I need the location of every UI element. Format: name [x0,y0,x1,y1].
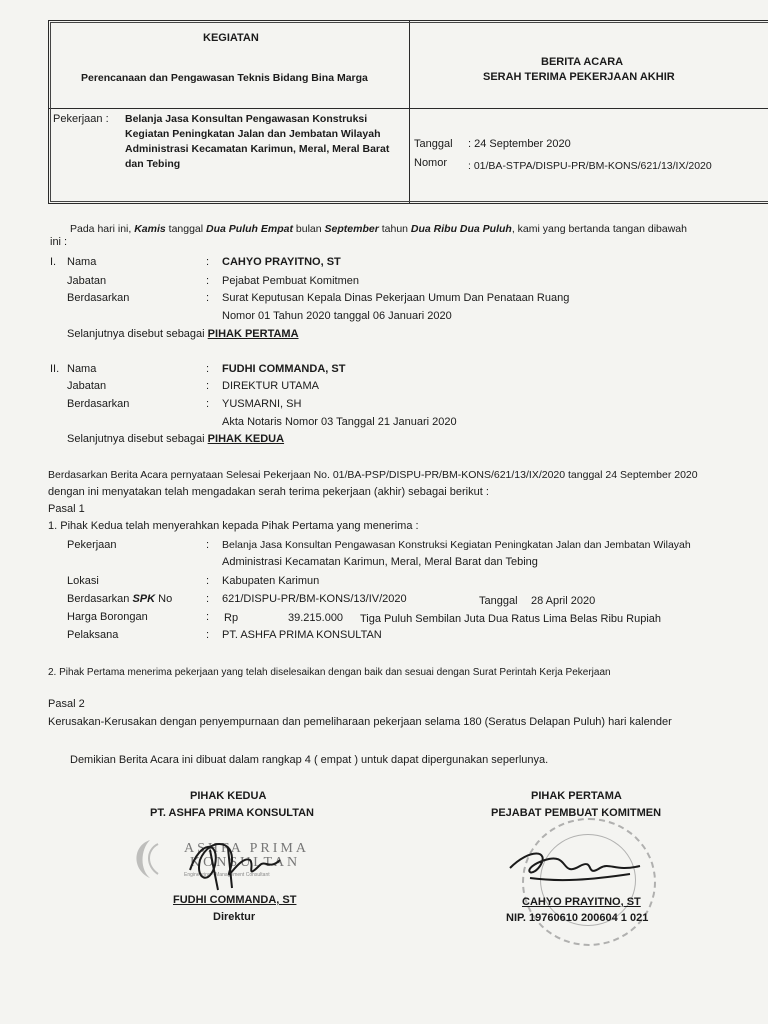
party1-nama: CAHYO PRAYITNO, ST [222,256,341,268]
pasal1-lokasi-colon: : [206,575,210,587]
intro-month: September [324,223,379,235]
sign-right-org: PEJABAT PEMBUAT KOMITMEN [491,807,662,819]
header-left-title: KEGIATAN [203,32,259,44]
pasal1-spk-tanggal: 28 April 2020 [531,595,596,607]
pasal1-spk-label-1: Berdasarkan [67,593,130,605]
party1-disebut [67,328,299,340]
pasal2-title: Pasal 2 [48,698,85,710]
stamp-company-line3: Engineering · Management Consultant [184,872,270,878]
intro-text-5: , kami yang bertanda tangan dibawah [511,223,687,235]
party1-jabatan: Pejabat Pembuat Komitmen [222,275,359,287]
pekerjaan-line-2: Kegiatan Peningkatan Jalan dan Jembatan Wilayah [125,128,381,140]
party1-dasar-line-1: Surat Keputusan Kepala Dinas Pekerjaan Umum Dan Penataan Ruang [222,292,570,304]
pekerjaan-line-1: Belanja Jasa Konsultan Pengawasan Konstruksi [125,113,368,125]
pasal1-harga-words: Tiga Puluh Sembilan Juta Dua Ratus Lima Belas Ribu Rupiah [360,613,662,625]
pasal1-title: Pasal 1 [48,503,85,515]
sign-left-position: Direktur [213,911,256,923]
pasal1-spk-label [67,593,172,605]
pasal1-spk-tanggal-label: Tanggal [479,595,518,607]
party2-disebut-text: Selanjutnya disebut sebagai [67,433,205,445]
pekerjaan-line-3: Administrasi Kecamatan Karimun, Meral, Meral Barat [125,143,390,155]
pekerjaan-line-4: dan Tebing [125,158,181,170]
party1-jabatan-colon: : [206,275,210,287]
intro-line-2: ini : [50,236,68,248]
party1-dasar-line-2: Nomor 01 Tahun 2020 tanggal 06 Januari 2020 [222,310,452,322]
sign-right-name: CAHYO PRAYITNO, ST [522,896,641,908]
pekerjaan-label: Pekerjaan : [53,113,109,125]
sign-right-nip: NIP. 19760610 200604 1 021 [506,912,649,924]
pasal1-harga-colon: : [206,611,210,623]
party2-dasar-line-1: YUSMARNI, SH [222,398,302,410]
party2-jabatan-label: Jabatan [67,380,107,392]
party2-jabatan-colon: : [206,380,210,392]
pasal1-harga-currency: Rp [224,612,239,624]
pasal1-lokasi-label: Lokasi [67,575,99,587]
pasal1-pelaksana-colon: : [206,629,210,641]
pasal1-pelaksana-label: Pelaksana [67,629,119,641]
sign-left-title: PIHAK KEDUA [190,790,267,802]
intro-text-2: tanggal [168,223,204,235]
party1-nama-colon: : [206,256,210,268]
pasal1-spk-label-2: SPK [132,593,156,605]
intro-text-3: bulan [295,223,322,235]
party1-dasar-colon: : [206,292,210,304]
pasal1-item-2: 2. Pihak Pertama menerima pekerjaan yang telah diselesaikan dengan baik dan sesuai dengan Surat Perintah Kerja Pekerjaan [48,667,611,678]
party2-jabatan: DIREKTUR UTAMA [222,380,319,392]
pasal1-pelaksana: PT. ASHFA PRIMA KONSULTAN [222,629,382,641]
pasal1-pekerjaan-line-1: Belanja Jasa Konsultan Pengawasan Konstruksi Kegiatan Peningkatan Jalan dan Jembatan Wilayah [222,539,691,551]
intro-line-1 [70,223,687,235]
pasal1-pekerjaan-line-2: Administrasi Kecamatan Karimun, Meral, Meral Barat dan Tebing [222,556,538,568]
sign-right-title: PIHAK PERTAMA [531,790,622,802]
pasal1-spk-colon: : [206,593,210,605]
party2-number: II. [50,363,60,375]
party2-nama-colon: : [206,363,210,375]
party2-dasar-line-2: Akta Notaris Nomor 03 Tanggal 21 Januari 2020 [222,416,457,428]
party2-dasar-label: Berdasarkan [67,398,130,410]
intro-text-4: tahun [381,223,408,235]
party2-dasar-colon: : [206,398,210,410]
pasal1-pekerjaan-label: Pekerjaan [67,539,117,551]
pasal1-harga-value: 39.215.000 [288,612,344,624]
party1-nama-label: Nama [67,256,97,268]
pasal1-lokasi: Kabupaten Karimun [222,575,320,587]
intro-day: Kamis [134,223,166,235]
pasal1-spk: 621/DISPU-PR/BM-KONS/13/IV/2020 [222,593,407,605]
stamp-company-line1: ASHFA PRIMA [184,841,309,856]
basis-line-1: Berdasarkan Berita Acara pernyataan Selesai Pekerjaan No. 01/BA-PSP/DISPU-PR/BM-KONS/621/13/IX/2020 tanggal 24 September 2020 [48,469,698,481]
party1-jabatan-label: Jabatan [67,275,107,287]
closing-text: Demikian Berita Acara ini dibuat dalam rangkap 4 ( empat ) untuk dapat dipergunakan seperlunya. [70,754,549,766]
header-inner-frame [50,22,768,202]
tanggal-label: Tanggal [414,138,453,150]
signature-left-icon [170,830,290,900]
party1-disebut-text: Selanjutnya disebut sebagai [67,328,205,340]
basis-line-2: dengan ini menyatakan telah mengadakan serah terima pekerjaan (akhir) sebagai berikut : [48,486,489,498]
header-left-subtitle: Perencanaan dan Pengawasan Teknis Bidang Bina Marga [81,72,368,84]
intro-date-words: Dua Puluh Empat [206,223,293,235]
tanggal-value: : 24 September 2020 [468,138,571,150]
sign-left-name: FUDHI COMMANDA, ST [173,894,297,906]
pasal1-item-1: 1. Pihak Kedua telah menyerahkan kepada Pihak Pertama yang menerima : [48,520,419,532]
party1-dasar-label: Berdasarkan [67,292,130,304]
pasal1-spk-label-3: No [158,593,173,605]
pasal2-text: Kerusakan-Kerusakan dengan penyempurnaan dan pemeliharaan pekerjaan selama 180 (Seratus Delapan Puluh) hari kalender [48,716,672,728]
pasal1-pekerjaan-colon: : [206,539,210,551]
header-right-title: BERITA ACARA [541,56,624,68]
party2-nama: FUDHI COMMANDA, ST [222,363,346,375]
party2-disebut [67,433,284,445]
intro-year-words: Dua Ribu Dua Puluh [410,223,512,235]
party1-number: I. [50,256,57,268]
intro-text-1: Pada hari ini, [70,223,132,235]
signature-right-icon [500,838,650,898]
header-right-subtitle: SERAH TERIMA PEKERJAAN AKHIR [483,71,675,83]
nomor-value: : 01/BA-STPA/DISPU-PR/BM-KONS/621/13/IX/2020 [468,160,712,172]
nomor-label: Nomor [414,157,448,169]
sign-left-org: PT. ASHFA PRIMA KONSULTAN [150,807,314,819]
pasal1-harga-label: Harga Borongan [67,611,148,623]
party2-nama-label: Nama [67,363,97,375]
party1-pihak: PIHAK PERTAMA [207,328,299,340]
party2-pihak: PIHAK KEDUA [207,433,285,445]
stamp-company-line2: KONSULTAN [190,855,301,870]
